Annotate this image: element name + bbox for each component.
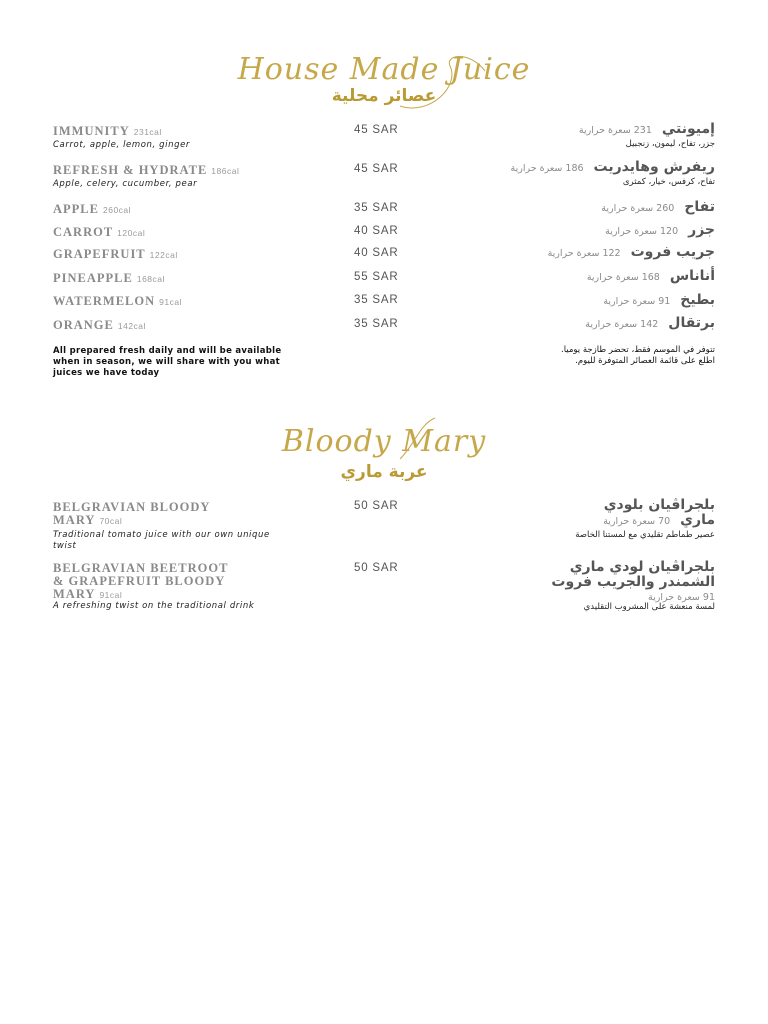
menu-item-description-ar: عصير طماطم تقليدي مع لمستنا الخاصة [575,530,715,540]
menu-item-name-ar: ريفرش وهايدريت186 سعرة حرارية [510,159,715,175]
menu-item-price: 50 SAR [354,500,399,512]
bloody-section-title [0,424,768,459]
menu-item-name: REFRESH & HYDRATE 186cal [53,163,240,177]
menu-item-description-ar: لمسة منعشة على المشروب التقليدي [583,602,715,612]
menu-item-name: CARROT 120cal [53,225,146,239]
bloody-title-ar: عربة ماري [340,462,428,482]
availability-note-ar: تتوفر في الموسم فقط، تحضر طازجة يوميا. اطلع على قائمة العصائر المتوفرة لليوم. [561,345,715,366]
menu-item-name: WATERMELON 91cal [53,294,182,308]
menu-item-name-ar: بطيخ91 سعرة حرارية [603,292,715,308]
juice-section-title-ar [0,86,768,106]
menu-item-name-ar: تفاح260 سعرة حرارية [601,199,715,215]
menu-item-price: 40 SAR [354,247,399,259]
bloody-section-title-ar [0,462,768,482]
menu-item-name-ar: بلجراڤيان بلودي ماري70 سعرة حرارية [603,497,715,528]
menu-item-price: 40 SAR [354,225,399,237]
menu-item-name-ar: أناناس168 سعرة حرارية [586,268,715,284]
menu-item-price: 35 SAR [354,318,399,330]
menu-item-description: Traditional tomato juice with our own unique twist [53,530,270,551]
menu-item-description-ar: تفاح، كرفس، خيار، كمثرى [622,177,715,187]
menu-item-name: PINEAPPLE 168cal [53,271,165,285]
menu-item-name-ar: برتقال142 سعرة حرارية [585,315,715,331]
availability-note: All prepared fresh daily and will be available when in season, we will share with you what juices we have today [53,346,282,378]
menu-item-description: A refreshing twist on the traditional drink [53,601,255,611]
menu-item-price: 50 SAR [354,562,399,574]
menu-item-name: BELGRAVIAN BLOODY MARY 70cal [53,500,211,527]
menu-item-name-ar: إميونتي231 سعرة حرارية [578,121,715,137]
menu-item-name-ar: بلجراڤيان لودي ماري الشمندر والجريب فروت 91 سعرة حرارية [551,559,715,603]
title-flourish-icon [395,414,455,464]
menu-item-name: APPLE 260cal [53,202,132,216]
bloody-title: Bloody Mary [281,424,487,459]
menu-item-price: 35 SAR [354,294,399,306]
menu-item-name: BELGRAVIAN BEETROOT & GRAPEFRUIT BLOODY MARY 91cal [53,561,229,601]
juice-section-title [0,52,768,87]
menu-item-name: GRAPEFRUIT 122cal [53,247,178,261]
menu-item-price: 55 SAR [354,271,399,283]
juice-title: House Made Juice [237,52,531,87]
menu-item-name-ar: جريب فروت122 سعرة حرارية [547,244,715,260]
menu-item-price: 45 SAR [354,163,399,175]
menu-item-price: 45 SAR [354,124,399,136]
menu-item-name-ar: جزر120 سعرة حرارية [605,222,715,238]
menu-item-description: Carrot, apple, lemon, ginger [53,140,190,150]
menu-item-description-ar: جزر، تفاح، ليمون، زنجبيل [625,139,715,149]
menu-item-description: Apple, celery, cucumber, pear [53,179,198,189]
menu-item-name: IMMUNITY 231cal [53,124,162,138]
juice-title-ar: عصائر محلية [331,86,437,106]
menu-item-name: ORANGE 142cal [53,318,146,332]
menu-item-price: 35 SAR [354,202,399,214]
